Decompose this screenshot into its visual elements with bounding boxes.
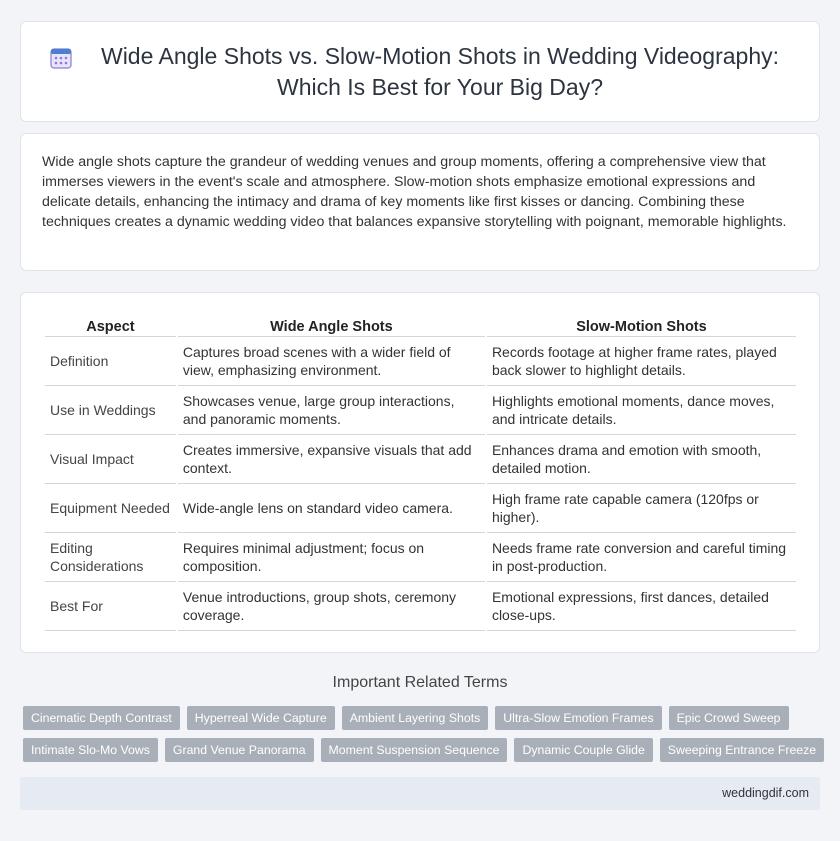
row-slow-motion: Highlights emotional moments, dance moves, and intricate details. xyxy=(487,386,796,435)
tag-moment-suspension-sequence[interactable]: Moment Suspension Sequence xyxy=(321,738,508,762)
table-header-row xyxy=(45,315,796,337)
row-aspect: Equipment Needed xyxy=(45,484,176,533)
tag-intimate-slo-mo-vows[interactable]: Intimate Slo-Mo Vows xyxy=(23,738,158,762)
intro-paragraph: Wide angle shots capture the grandeur of wedding venues and group moments, offering a comprehensive view that immerses viewers in the event's scale and atmosphere. Slow-motion shots emphasize emotional expressions and delicate details, enhancing the intimacy and drama of key moments like first kisses or dancing. Combining these techniques creates a dynamic wedding video that balances expansive storytelling with poignant, memorable highlights. xyxy=(42,154,787,230)
title-wrap xyxy=(21,22,819,121)
tag-dynamic-couple-glide[interactable]: Dynamic Couple Glide xyxy=(514,738,652,762)
header-slow-motion: Slow-Motion Shots xyxy=(487,315,796,337)
tag-ultra-slow-emotion-frames[interactable]: Ultra-Slow Emotion Frames xyxy=(495,706,661,730)
row-slow-motion: Enhances drama and emotion with smooth, detailed motion. xyxy=(487,435,796,484)
table-row xyxy=(45,337,796,386)
footer-site-link[interactable]: weddingdif.com xyxy=(722,786,809,800)
header-wide-angle: Wide Angle Shots xyxy=(178,315,485,337)
tag-epic-crowd-sweep[interactable]: Epic Crowd Sweep xyxy=(669,706,789,730)
page-title: Wide Angle Shots vs. Slow-Motion Shots in Wedding Videography: Which Is Best for Your Big Day? xyxy=(100,42,780,100)
tag-hyperreal-wide-capture[interactable]: Hyperreal Wide Capture xyxy=(187,706,335,730)
table-row xyxy=(45,533,796,582)
comparison-card xyxy=(20,292,820,653)
row-aspect: Best For xyxy=(45,582,176,631)
table-row xyxy=(45,386,796,435)
tag-sweeping-entrance-freeze[interactable]: Sweeping Entrance Freeze xyxy=(660,738,824,762)
tag-grand-venue-panorama[interactable]: Grand Venue Panorama xyxy=(165,738,314,762)
tag-cinematic-depth-contrast[interactable]: Cinematic Depth Contrast xyxy=(23,706,180,730)
row-wide-angle: Venue introductions, group shots, ceremony coverage. xyxy=(178,582,485,631)
header-aspect: Aspect xyxy=(45,315,176,337)
row-slow-motion: High frame rate capable camera (120fps or higher). xyxy=(487,484,796,533)
tag-ambient-layering-shots[interactable]: Ambient Layering Shots xyxy=(342,706,489,730)
tag-row-1 xyxy=(23,706,823,730)
row-aspect: Visual Impact xyxy=(45,435,176,484)
row-aspect: Use in Weddings xyxy=(45,386,176,435)
row-slow-motion: Emotional expressions, first dances, detailed close-ups. xyxy=(487,582,796,631)
comparison-table xyxy=(43,315,798,631)
title-card xyxy=(20,21,820,122)
footer xyxy=(20,777,820,810)
row-wide-angle: Captures broad scenes with a wider field of view, emphasizing environment. xyxy=(178,337,485,386)
row-slow-motion: Needs frame rate conversion and careful timing in post-production. xyxy=(487,533,796,582)
row-aspect: Editing Considerations xyxy=(45,533,176,582)
row-wide-angle: Creates immersive, expansive visuals that add context. xyxy=(178,435,485,484)
tag-row-2 xyxy=(23,738,823,762)
row-wide-angle: Showcases venue, large group interactions, and panoramic moments. xyxy=(178,386,485,435)
related-terms-heading: Important Related Terms xyxy=(332,674,508,691)
intro-card xyxy=(20,133,820,271)
row-slow-motion: Records footage at higher frame rates, played back slower to highlight details. xyxy=(487,337,796,386)
related-terms-tags xyxy=(23,706,823,770)
row-wide-angle: Requires minimal adjustment; focus on composition. xyxy=(178,533,485,582)
table-row xyxy=(45,582,796,631)
row-wide-angle: Wide-angle lens on standard video camera. xyxy=(178,484,485,533)
row-aspect: Definition xyxy=(45,337,176,386)
table-row xyxy=(45,435,796,484)
table-row xyxy=(45,484,796,533)
